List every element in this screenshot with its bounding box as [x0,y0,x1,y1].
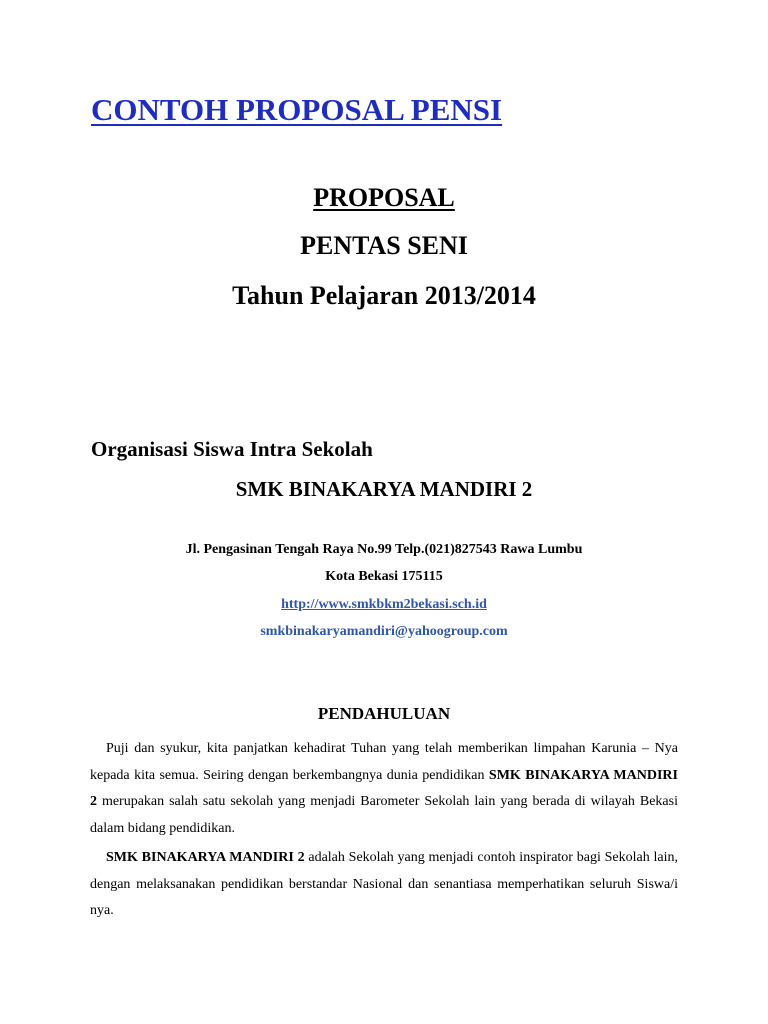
event-title: PENTAS SENI [300,231,468,260]
school-website-link[interactable]: http://www.smkbkm2bekasi.sch.id [281,597,487,612]
section-title: PENDAHULUAN [317,704,451,723]
paragraph-text: Puji dan syukur, kita panjatkan kehadirat Tuhan yang telah memberikan limpahan Karunia – Nya kepada kita semua. Seiring dengan berkembangnya dunia pendidikan [90,741,678,783]
intro-paragraph-1 [90,736,678,842]
school-address: Jl. Pengasinan Tengah Raya No.99 Telp.(021)827543 Rawa Lumbu [185,542,583,557]
school-name-inline: SMK BINAKARYA MANDIRI 2 [106,850,305,865]
intro-paragraph-2 [90,845,678,925]
paragraph-text: adalah Sekolah yang menjadi contoh inspirator bagi Sekolah lain, dengan melaksanakan pendidikan berstandar Nasional dan senantiasa memperhatikan seluruh Siswa/i nya. [90,850,679,918]
proposal-title: PROPOSAL [313,183,455,212]
school-name: SMK BINAKARYA MANDIRI 2 [235,477,533,501]
school-email: smkbinakaryamandiri@yahoogroup.com [260,624,508,639]
document-heading: CONTOH PROPOSAL PENSI [91,92,503,127]
organization-name: Organisasi Siswa Intra Sekolah [91,437,373,461]
school-year: Tahun Pelajaran 2013/2014 [232,281,536,310]
paragraph-text: merupakan salah satu sekolah yang menjadi Barometer Sekolah lain yang berada di wilayah Bekasi dalam bidang pendidikan. [90,794,678,836]
school-name-inline: SMK BINAKARYA MANDIRI 2 [90,767,678,809]
school-city: Kota Bekasi 175115 [325,569,443,584]
